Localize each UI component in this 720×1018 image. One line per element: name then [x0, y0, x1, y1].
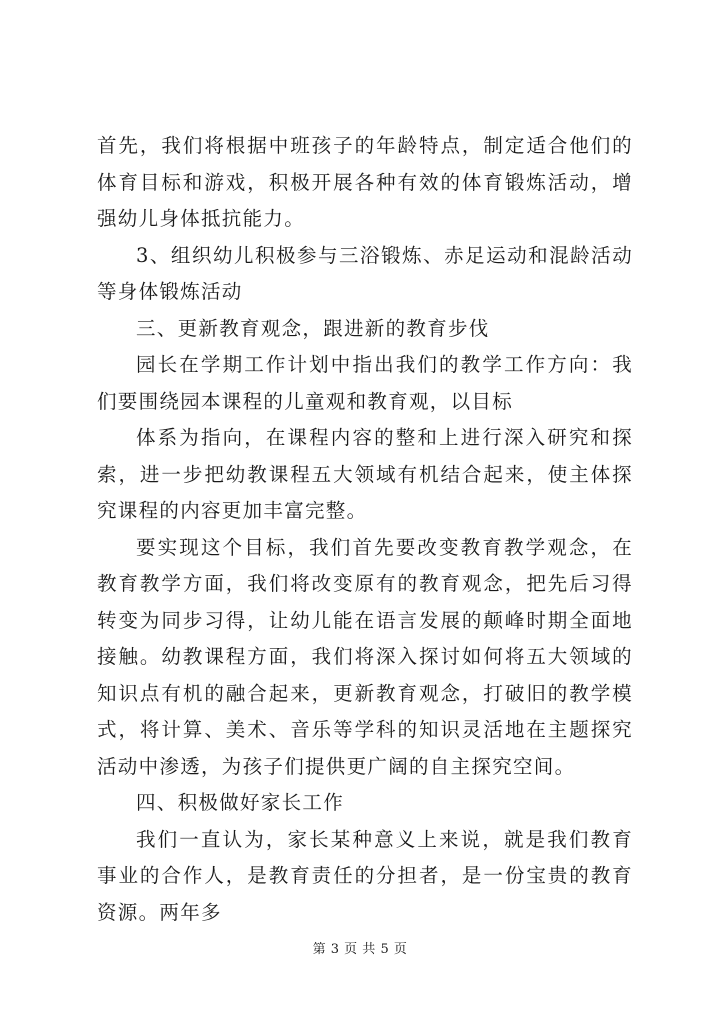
document-body [97, 128, 633, 931]
paragraph-2: 3、组织幼儿积极参与三浴锻炼、赤足运动和混龄活动等身体锻炼活动 [97, 243, 633, 303]
paragraph-1: 首先，我们将根据中班孩子的年龄特点，制定适合他们的体育目标和游戏，积极开展各种有效的体育锻炼活动，增强幼儿身体抵抗能力。 [97, 134, 633, 230]
paragraph-5: 体系为指向，在课程内容的整和上进行深入研究和探索，进一步把幼教课程五大领域有机结合起来，使主体探究课程的内容更加丰富完整。 [97, 426, 633, 522]
paragraph-6: 要实现这个目标，我们首先要改变教育教学观念，在教育教学方面，我们将改变原有的教育观念，把先后习得转变为同步习得，让幼儿能在语言发展的颠峰时期全面地接触。幼教课程方面，我们将深入探讨如何将五大领域的知识点有机的融合起来，更新教育观念，打破旧的教学模式，将计算、美术、音乐等学科的知识灵活地在主题探究活动中渗透，为孩子们提供更广阔的自主探究空间。 [97, 535, 633, 778]
paragraph-8: 我们一直认为，家长某种意义上来说，就是我们教育事业的合作人，是教育责任的分担者，是一份宝贵的教育资源。两年多 [97, 827, 633, 924]
paragraph-4: 园长在学期工作计划中指出我们的教学工作方向：我们要围绕园本课程的儿童观和教育观，以目标 [97, 353, 633, 413]
section-heading-3: 三、更新教育观念，跟进新的教育步伐 [136, 316, 490, 340]
section-heading-4: 四、积极做好家长工作 [136, 791, 345, 814]
page-footer: 第 3 页 共 5 页 [312, 942, 408, 957]
